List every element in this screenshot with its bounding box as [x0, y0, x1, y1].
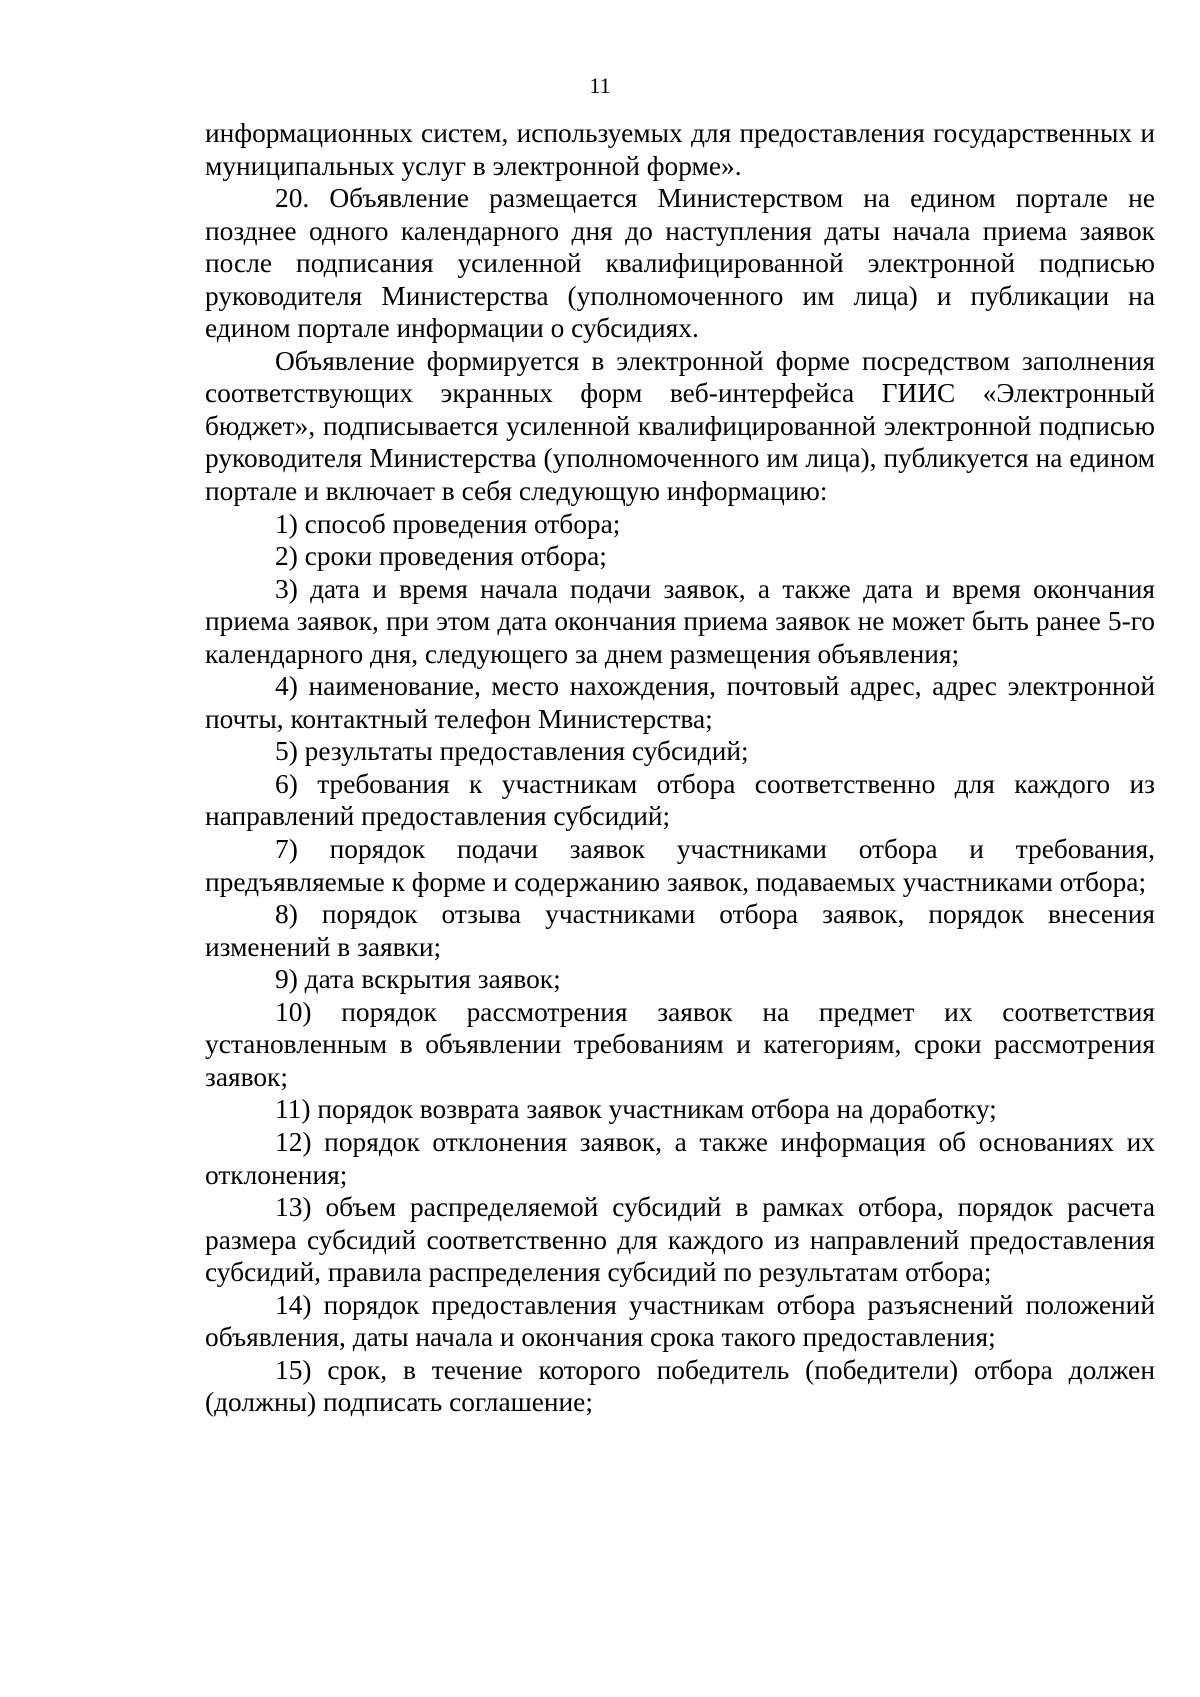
list-item-3: 3) дата и время начала подачи заявок, а также дата и время окончания приема заявок, при этом дата окончания приема заявок не может быть ранее 5-го календарного дня, следующего за днем размещения объявления; [205, 573, 1155, 669]
list-item-11: 11) порядок возврата заявок участникам отбора на доработку; [275, 1094, 997, 1125]
page-number: 11 [589, 73, 611, 98]
list-item-8: 8) порядок отзыва участниками отбора заявок, порядок внесения изменений в заявки; [205, 899, 1155, 962]
list-item-6: 6) требования к участникам отбора соответственно для каждого из направлений предоставления субсидий; [205, 768, 1155, 832]
list-item-13: 13) объем распределяемой субсидий в рамках отбора, порядок расчета размера субсидий соответственно для каждого из направлений предоставления субсидий, правила распределения субсидий по результатам отбора; [205, 1192, 1155, 1288]
list-item-7: 7) порядок подачи заявок участниками отбора и требования, предъявляемые к форме и содержанию заявок, подаваемых участниками отбора; [205, 834, 1155, 897]
paragraph-continuation: информационных систем, используемых для предоставления государственных и муниципальных услуг в электронной форме». [205, 118, 1155, 181]
list-item-5: 5) результаты предоставления субсидий; [275, 736, 749, 767]
list-item-9: 9) дата вскрытия заявок; [275, 964, 561, 995]
list-item-12: 12) порядок отклонения заявок, а также информация об основаниях их отклонения; [205, 1126, 1155, 1190]
paragraph-announcement-form: Объявление формируется в электронной форме посредством заполнения соответствующих экранных форм веб-интерфейса ГИИС «Электронный бюджет», подписывается усиленной квалифицированной электронной подписью руководителя Министерства (уполномоченного им лица), публикуется на едином портале и включает в себя следующую информацию: [205, 345, 1155, 507]
list-item-2: 2) сроки проведения отбора; [275, 541, 607, 572]
list-item-15: 15) срок, в течение которого победитель (победители) отбора должен (должны) подписать соглашение; [205, 1354, 1155, 1418]
paragraph-item-20: 20. Объявление размещается Министерством на едином портале не позднее одного календарного дня до наступления даты начала приема заявок после подписания усиленной квалифицированной электронной подписью руководителя Министерства (уполномоченного им лица) и публикации на едином портале информации о субсидиях. [205, 183, 1155, 344]
list-item-4: 4) наименование, место нахождения, почтовый адрес, адрес электронной почты, контактный телефон Министерства; [205, 671, 1155, 734]
document-body [205, 117, 1155, 1419]
list-item-1: 1) способ проведения отбора; [275, 508, 621, 539]
list-item-10: 10) порядок рассмотрения заявок на предмет их соответствия установленным в объявлении требованиям и категориям, сроки рассмотрения заявок; [205, 996, 1155, 1092]
list-item-14: 14) порядок предоставления участникам отбора разъяснений положений объявления, даты начала и окончания срока такого предоставления; [205, 1289, 1155, 1353]
